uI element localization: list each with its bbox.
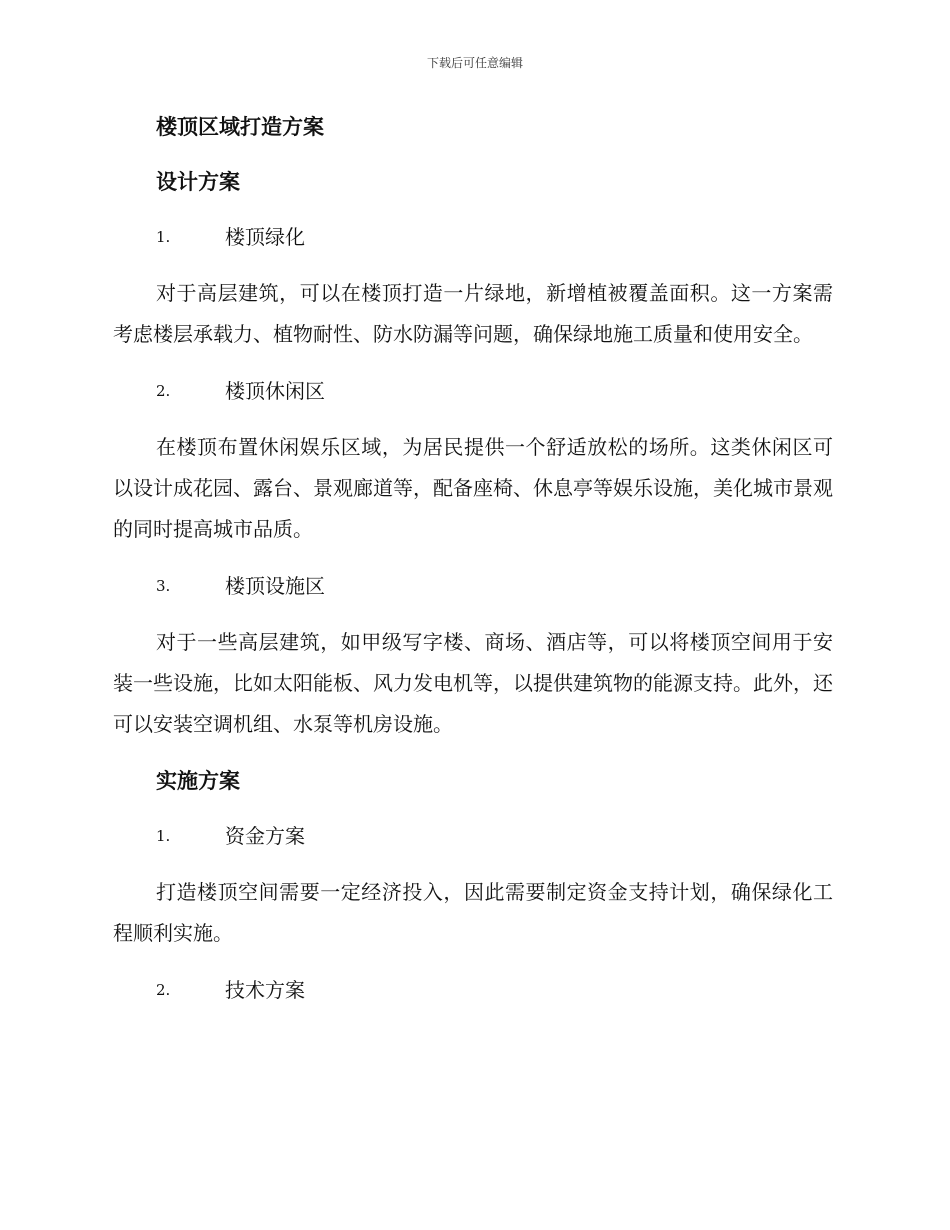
paragraph: 打造楼顶空间需要一定经济投入，因此需要制定资金支持计划，确保绿化工程顺利实施。 (113, 880, 833, 945)
paragraph: 对于高层建筑，可以在楼顶打造一片绿地，新增植被覆盖面积。这一方案需考虑楼层承载力、植物耐性、防水防漏等问题，确保绿地施工质量和使用安全。 (113, 281, 833, 346)
list-label: 楼顶休闲区 (225, 379, 325, 403)
section-heading-implementation: 实施方案 (156, 768, 240, 793)
list-number: 1. (156, 827, 171, 845)
section-heading-design: 设计方案 (156, 169, 240, 194)
document-body (113, 108, 833, 1009)
list-label: 楼顶绿化 (225, 225, 305, 249)
list-number: 2. (156, 382, 171, 400)
list-label: 技术方案 (225, 978, 305, 1002)
header-note: 下载后可任意编辑 (426, 56, 523, 70)
list-item-heading (156, 971, 833, 1009)
list-number: 2. (156, 981, 171, 999)
list-number: 1. (156, 228, 171, 246)
list-number: 3. (156, 577, 171, 595)
paragraph: 对于一些高层建筑，如甲级写字楼、商场、酒店等，可以将楼顶空间用于安装一些设施，比如太阳能板、风力发电机等，以提供建筑物的能源支持。此外，还可以安装空调机组、水泵等机房设施。 (113, 630, 833, 736)
list-item-heading (156, 567, 833, 605)
list-label: 楼顶设施区 (225, 574, 325, 598)
list-item-heading (156, 372, 833, 410)
list-item-heading (156, 817, 833, 855)
list-label: 资金方案 (225, 824, 305, 848)
paragraph: 在楼顶布置休闲娱乐区域，为居民提供一个舒适放松的场所。这类休闲区可以设计成花园、露台、景观廊道等，配备座椅、休息亭等娱乐设施，美化城市景观的同时提高城市品质。 (113, 435, 833, 541)
list-item-heading (156, 218, 833, 256)
document-title: 楼顶区域打造方案 (156, 114, 324, 139)
